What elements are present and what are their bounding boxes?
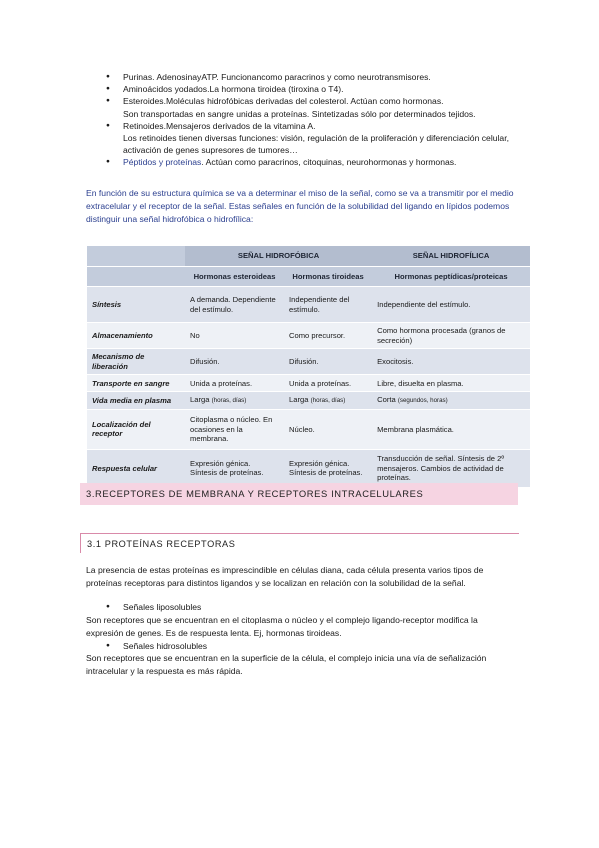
table-row: Vida media en plasma Larga (horas, días) Larga (horas, días) Corta (segundos, horas)	[87, 392, 530, 410]
hydrophobic-header: SEÑAL HIDROFÓBICA	[185, 246, 372, 267]
list-item: ● Aminoácidos yodados.La hormona tiroidea (tiroxina o T4).	[106, 83, 526, 95]
section-3-heading: 3.RECEPTORES DE MEMBRANA Y RECEPTORES INTRACELULARES	[80, 483, 518, 505]
list-item: ● Esteroides.Moléculas hidrofóbicas derivadas del colesterol. Actúan como hormonas. Son transportadas en sangre unidas a proteínas. Sintetizadas sólo por determinados tejidos.	[106, 95, 526, 119]
hydrophilic-header: SEÑAL HIDROFÍLICA	[372, 246, 530, 267]
table-group-header	[87, 246, 530, 267]
table-row: Síntesis A demanda. Dependiente del estímulo. Independiente del estímulo. Independiente del estímulo.	[87, 287, 530, 323]
section-3-1-heading: 3.1 PROTEÍNAS RECEPTORAS	[80, 533, 519, 553]
signal-comparison-table	[87, 246, 530, 488]
list-item: ● Retinoides.Mensajeros derivados de la vitamina A. Los retinoides tienen diversas funciones: visión, regulación de la proliferación y diferenciación celular, activación de genes supresores de tumores…	[106, 120, 526, 157]
table-row: Respuesta celular Expresión génica. Síntesis de proteínas. Expresión génica. Síntesis de proteínas. Transducción de señal. Síntesis de 2º mensajeros. Cambios de actividad de proteínas.	[87, 449, 530, 487]
table-row: Transporte en sangre Unida a proteínas. Unida a proteínas. Libre, disuelta en plasma.	[87, 375, 530, 392]
list-item: ● Péptidos y proteínas. Actúan como paracrinos, citoquinas, neurohormonas y hormonas.	[106, 156, 526, 168]
receptor-proteins-paragraph: La presencia de estas proteínas es imprescindible en células diana, cada célula presenta varios tipos de proteínas receptoras para distintos ligandos y se localizan en relación con la solubilidad de la señal.	[86, 565, 484, 588]
hydrosoluble-paragraph: Son receptores que se encuentran en la superficie de la célula, el complejo inicia una vía de señalización intracelular y la respuesta es más rápida.	[86, 653, 487, 676]
liposoluble-paragraph: Son receptores que se encuentran en el citoplasma o núcleo y el complejo ligando-receptor modifica la expresión de genes. Es de respuesta lenta. Ej, hormonas tiroideas.	[86, 615, 478, 638]
list-item: ● Purinas. AdenosinayATP. Funcionancomo paracrinos y como neurotransmisores.	[106, 71, 526, 83]
table-row: Mecanismo de liberación Difusión. Difusión. Exocitosis.	[87, 349, 530, 375]
liposoluble-bullet: ● Señales liposolubles	[106, 601, 201, 613]
table-row: Almacenamiento No Como precursor. Como hormona procesada (granos de secreción)	[87, 323, 530, 349]
intro-paragraph: En función de su estructura química se va a determinar el miso de la señal, como se va a transmitir por el medio extracelular y el receptor de la señal. Estas señales en función de la solubilidad del ligando en lípidos podemos distinguir una señal hidrofóbica o hidrofílica:	[86, 188, 514, 224]
signal-types-list	[106, 71, 526, 169]
table-column-header: Hormonas esteroideas Hormonas tiroideas Hormonas peptídicas/proteicas	[87, 267, 530, 287]
hydrosoluble-bullet: ● Señales hidrosolubles	[106, 640, 207, 652]
table-row: Localización del receptor Citoplasma o núcleo. En ocasiones en la membrana. Núcleo. Membrana plasmática.	[87, 409, 530, 449]
